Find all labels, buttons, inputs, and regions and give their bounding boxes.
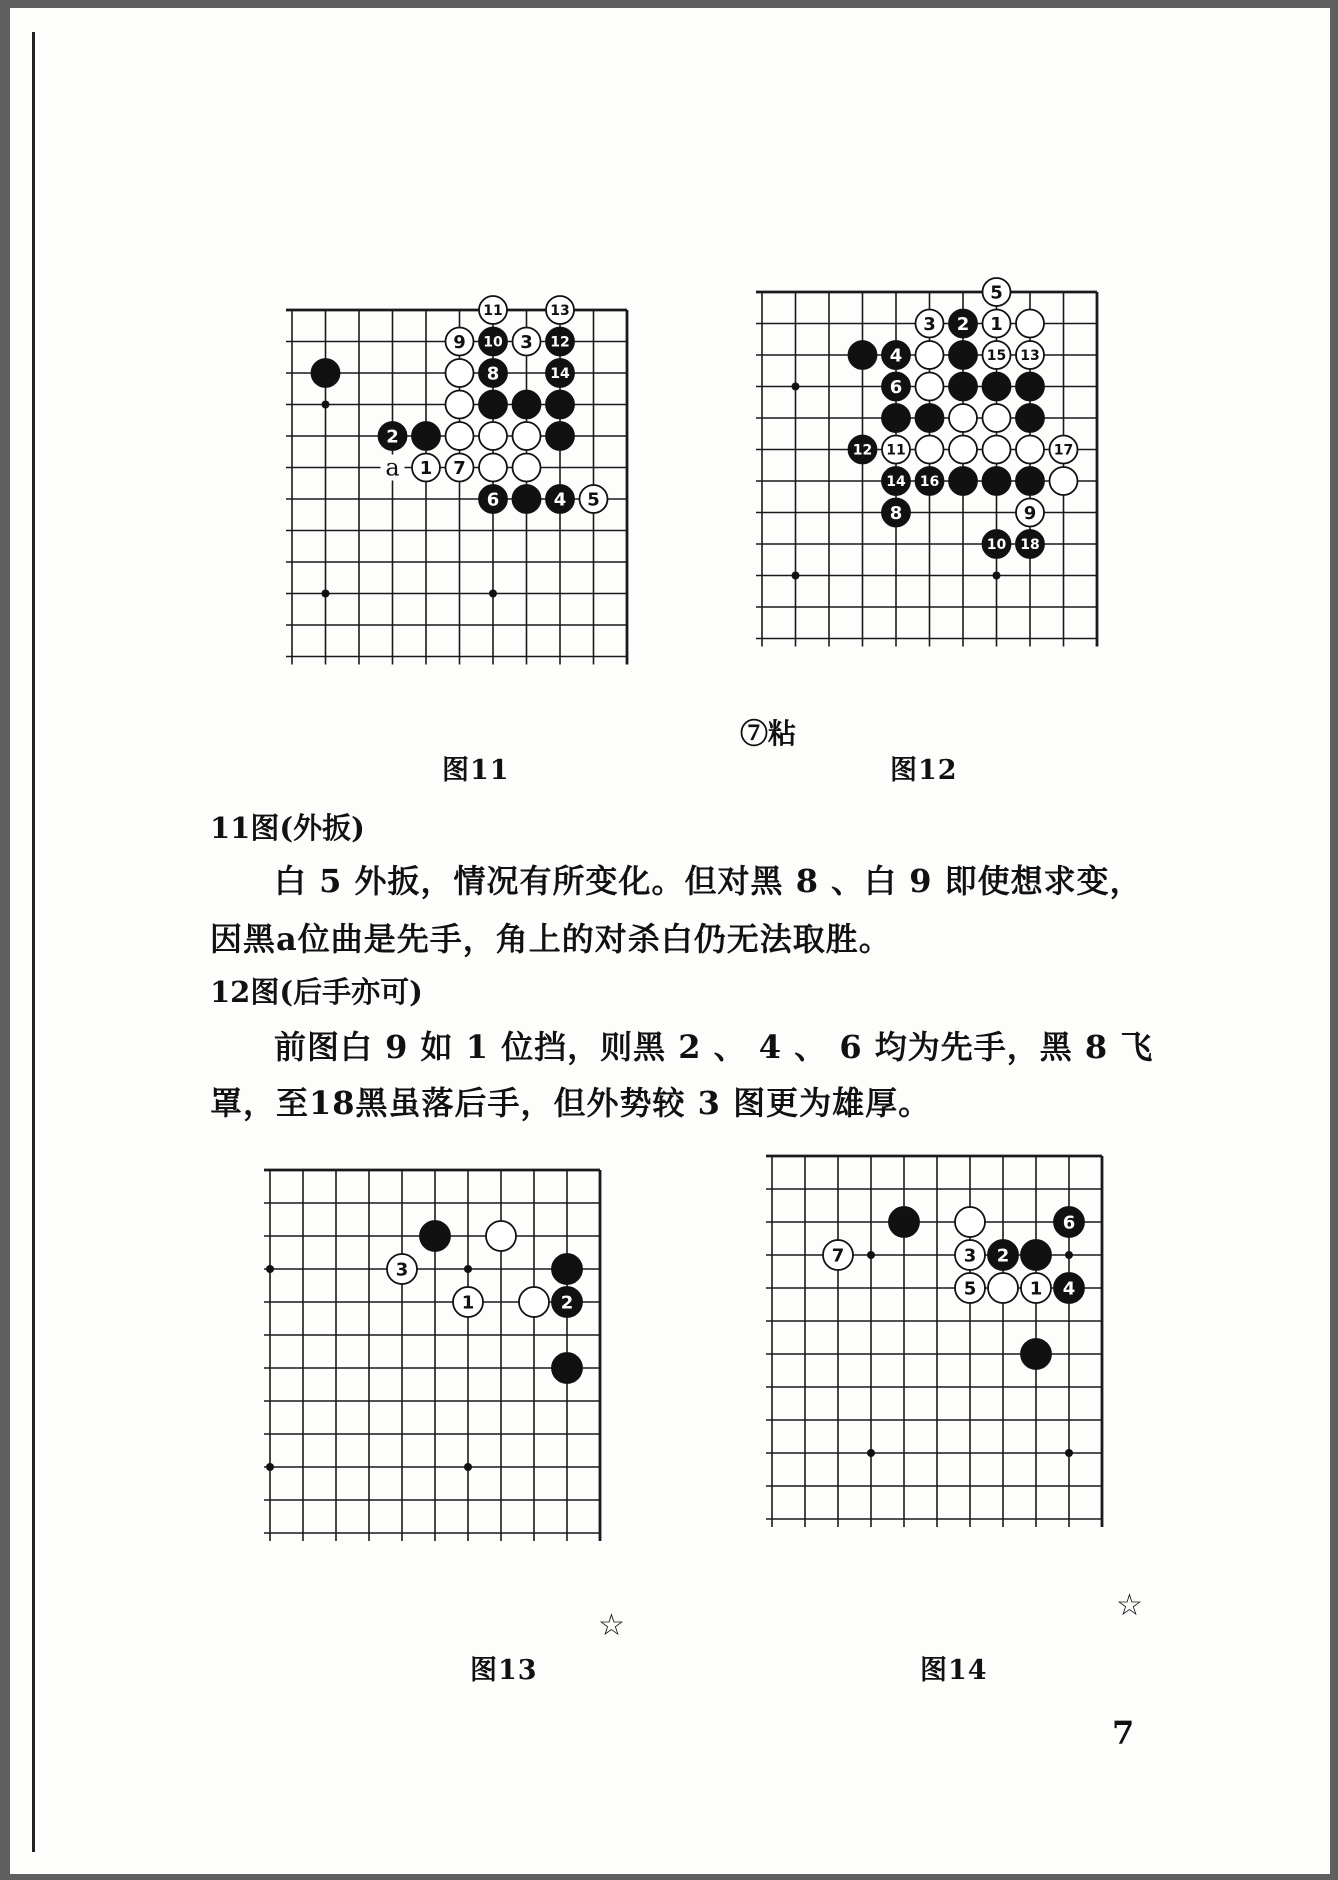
white-stone (983, 341, 1011, 369)
star-point (993, 572, 1001, 580)
star-point (266, 1265, 274, 1273)
black-stone (882, 373, 910, 401)
star-point (867, 1449, 875, 1457)
move-number: 13 (550, 303, 570, 320)
move-number: 6 (486, 489, 500, 511)
black-stone (988, 1240, 1018, 1270)
white-stone (955, 1273, 985, 1303)
white-stone (387, 1254, 417, 1284)
star-point (1065, 1251, 1073, 1259)
white-stone (1016, 310, 1044, 338)
move-number: 2 (956, 313, 970, 335)
black-stone (849, 436, 877, 464)
star-point (1065, 1449, 1073, 1457)
black-stone (949, 310, 977, 338)
white-stone (479, 454, 507, 482)
white-stone (916, 341, 944, 369)
white-stone (955, 1207, 985, 1237)
move-number: 1 (990, 313, 1003, 335)
move-number: 9 (1023, 502, 1037, 524)
white-stone (453, 1287, 483, 1317)
figure-13-caption: 图13 (470, 1655, 538, 1686)
black-stone (420, 1221, 450, 1251)
paragraph-11-line-1: 白 5 外扳，情况有所变化。但对黑 8 、白 9 即使想求变， (274, 862, 1143, 900)
black-stone (1054, 1273, 1084, 1303)
white-stone (949, 404, 977, 432)
black-stone (412, 422, 440, 450)
move-number: 4 (1062, 1278, 1076, 1300)
move-number: 11 (483, 303, 503, 320)
move-number: 6 (889, 376, 903, 398)
move-number: 11 (886, 442, 906, 459)
white-stone (446, 328, 474, 356)
black-stone (1016, 373, 1044, 401)
star-point (792, 572, 800, 580)
move-number: 16 (919, 474, 940, 491)
move-number: 2 (560, 1292, 574, 1314)
star-point (464, 1265, 472, 1273)
move-number: 13 (1020, 348, 1040, 365)
move-number: 7 (831, 1245, 845, 1267)
black-stone (379, 422, 407, 450)
black-stone (546, 328, 574, 356)
black-stone (889, 1207, 919, 1237)
black-stone (546, 485, 574, 513)
white-stone (446, 422, 474, 450)
go-board-diagram-12 (752, 282, 1152, 702)
paragraph-12-line-2: 罩，至18黑虽落后手，但外势较 3 图更为雄厚。 (210, 1084, 932, 1122)
star-mark-13: ☆ (598, 1608, 625, 1643)
move-number: 3 (520, 331, 533, 353)
black-stone (1021, 1339, 1051, 1369)
move-number: 17 (1053, 442, 1074, 459)
white-stone (1016, 499, 1044, 527)
star-point (322, 590, 330, 598)
black-stone (546, 422, 574, 450)
white-stone (412, 454, 440, 482)
move-number: 2 (386, 426, 399, 448)
star-point (867, 1251, 875, 1259)
move-number: 4 (553, 489, 567, 511)
move-number: 3 (923, 313, 936, 335)
move-number: 8 (486, 363, 500, 385)
white-stone (916, 310, 944, 338)
black-stone (479, 359, 507, 387)
move-number: 15 (986, 348, 1007, 365)
black-stone (513, 485, 541, 513)
white-stone (1050, 467, 1078, 495)
position-letter: a (385, 453, 400, 482)
page-number: 7 (1112, 1714, 1135, 1752)
star-point (489, 590, 497, 598)
black-stone (882, 467, 910, 495)
white-stone (479, 296, 507, 324)
figure-12-note: ⑦粘 (740, 717, 797, 750)
black-stone (552, 1254, 582, 1284)
move-number: 5 (587, 489, 600, 511)
star-point (266, 1463, 274, 1471)
move-number: 12 (852, 442, 873, 459)
move-number: 9 (453, 331, 466, 353)
move-number: 5 (990, 282, 1003, 304)
black-stone (1016, 530, 1044, 558)
move-number: 14 (886, 474, 906, 491)
white-stone (513, 422, 541, 450)
white-stone (446, 359, 474, 387)
move-number: 1 (1029, 1278, 1043, 1300)
white-stone (983, 278, 1011, 306)
black-stone (849, 341, 877, 369)
figure-14-caption: 图14 (920, 1655, 988, 1686)
white-stone (1016, 341, 1044, 369)
move-number: 6 (1062, 1212, 1076, 1234)
move-number: 3 (963, 1245, 977, 1267)
star-mark-14: ☆ (1116, 1588, 1143, 1623)
black-stone (949, 373, 977, 401)
white-stone (1021, 1273, 1051, 1303)
move-number: 1 (461, 1292, 475, 1314)
black-stone (882, 499, 910, 527)
black-stone (1016, 404, 1044, 432)
white-stone (580, 485, 608, 513)
section-heading-12: 12图(后手亦可) (210, 975, 423, 1009)
move-number: 18 (1020, 537, 1040, 554)
star-point (792, 383, 800, 391)
black-stone (479, 485, 507, 513)
go-board-diagram-11 (282, 300, 662, 710)
star-point (322, 401, 330, 409)
white-stone (949, 436, 977, 464)
black-stone (949, 467, 977, 495)
black-stone (949, 341, 977, 369)
star-point (464, 1463, 472, 1471)
move-number: 5 (963, 1278, 977, 1300)
white-stone (546, 296, 574, 324)
black-stone (1016, 467, 1044, 495)
white-stone (486, 1221, 516, 1251)
black-stone (882, 341, 910, 369)
white-stone (446, 391, 474, 419)
white-stone (513, 454, 541, 482)
black-stone (312, 359, 340, 387)
black-stone (552, 1287, 582, 1317)
figure-11-caption: 图11 (442, 755, 510, 786)
white-stone (1016, 436, 1044, 464)
black-stone (479, 391, 507, 419)
move-number: 14 (550, 366, 570, 383)
black-stone (479, 328, 507, 356)
black-stone (882, 404, 910, 432)
white-stone (882, 436, 910, 464)
white-stone (916, 373, 944, 401)
white-stone (1050, 436, 1078, 464)
move-number: 10 (986, 537, 1007, 554)
move-number: 2 (996, 1245, 1010, 1267)
white-stone (823, 1240, 853, 1270)
black-stone (983, 530, 1011, 558)
section-heading-11: 11图(外扳) (210, 811, 365, 845)
move-number: 12 (550, 334, 570, 351)
book-page (10, 8, 1330, 1874)
white-stone (988, 1273, 1018, 1303)
white-stone (955, 1240, 985, 1270)
black-stone (916, 404, 944, 432)
move-number: 4 (889, 345, 903, 367)
white-stone (983, 404, 1011, 432)
white-stone (983, 436, 1011, 464)
white-stone (513, 328, 541, 356)
move-number: 7 (453, 457, 466, 479)
go-board-diagram-13 (258, 1158, 658, 1578)
black-stone (983, 467, 1011, 495)
page-border-line (32, 32, 35, 1852)
move-number: 3 (395, 1259, 409, 1281)
black-stone (546, 391, 574, 419)
white-stone (983, 310, 1011, 338)
move-number: 10 (483, 334, 503, 351)
white-stone (916, 436, 944, 464)
white-stone (446, 454, 474, 482)
black-stone (546, 359, 574, 387)
white-stone (479, 422, 507, 450)
white-stone (519, 1287, 549, 1317)
black-stone (1021, 1240, 1051, 1270)
black-stone (552, 1353, 582, 1383)
black-stone (983, 373, 1011, 401)
black-stone (1054, 1207, 1084, 1237)
go-board-diagram-14 (762, 1146, 1162, 1566)
black-stone (916, 467, 944, 495)
figure-12-caption: 图12 (890, 755, 958, 786)
move-number: 1 (419, 457, 433, 479)
paragraph-11-line-2: 因黑a位曲是先手，角上的对杀白仍无法取胜。 (210, 920, 892, 958)
paragraph-12-line-1: 前图白 9 如 1 位挡，则黑 2 、 4 、 6 均为先手，黑 8 飞 (274, 1028, 1154, 1066)
black-stone (513, 391, 541, 419)
move-number: 8 (889, 502, 903, 524)
